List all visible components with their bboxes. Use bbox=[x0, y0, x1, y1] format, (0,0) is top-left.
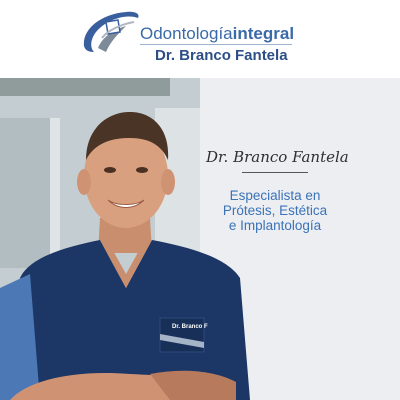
tagline-line-3: e Implantología bbox=[228, 218, 322, 233]
window-frame bbox=[50, 118, 60, 268]
signature: Dr. Branco Fantela bbox=[206, 148, 349, 166]
brand-name bbox=[140, 24, 294, 44]
badge-text: Dr. Branco F bbox=[172, 324, 208, 330]
doctor-name: Dr. Branco Fantela bbox=[155, 47, 288, 64]
tooth-logo-icon bbox=[78, 8, 142, 58]
doctor-portrait bbox=[0, 78, 400, 400]
right-ear bbox=[161, 169, 175, 195]
left-eye bbox=[104, 167, 116, 173]
brand-name-part1: Odontología bbox=[140, 24, 233, 43]
right-eye bbox=[136, 167, 148, 173]
brand-divider bbox=[140, 44, 292, 45]
tagline-line-2: Prótesis, Estética bbox=[222, 203, 328, 218]
specialty-tagline bbox=[200, 188, 350, 233]
left-ear bbox=[77, 169, 91, 195]
ceiling-beam bbox=[0, 78, 170, 96]
doctor-photo bbox=[0, 78, 400, 400]
brand-name-part2: integral bbox=[232, 24, 295, 43]
signature-underline bbox=[242, 172, 308, 173]
header bbox=[0, 0, 400, 78]
tagline-line-1: Especialista en bbox=[229, 188, 321, 203]
